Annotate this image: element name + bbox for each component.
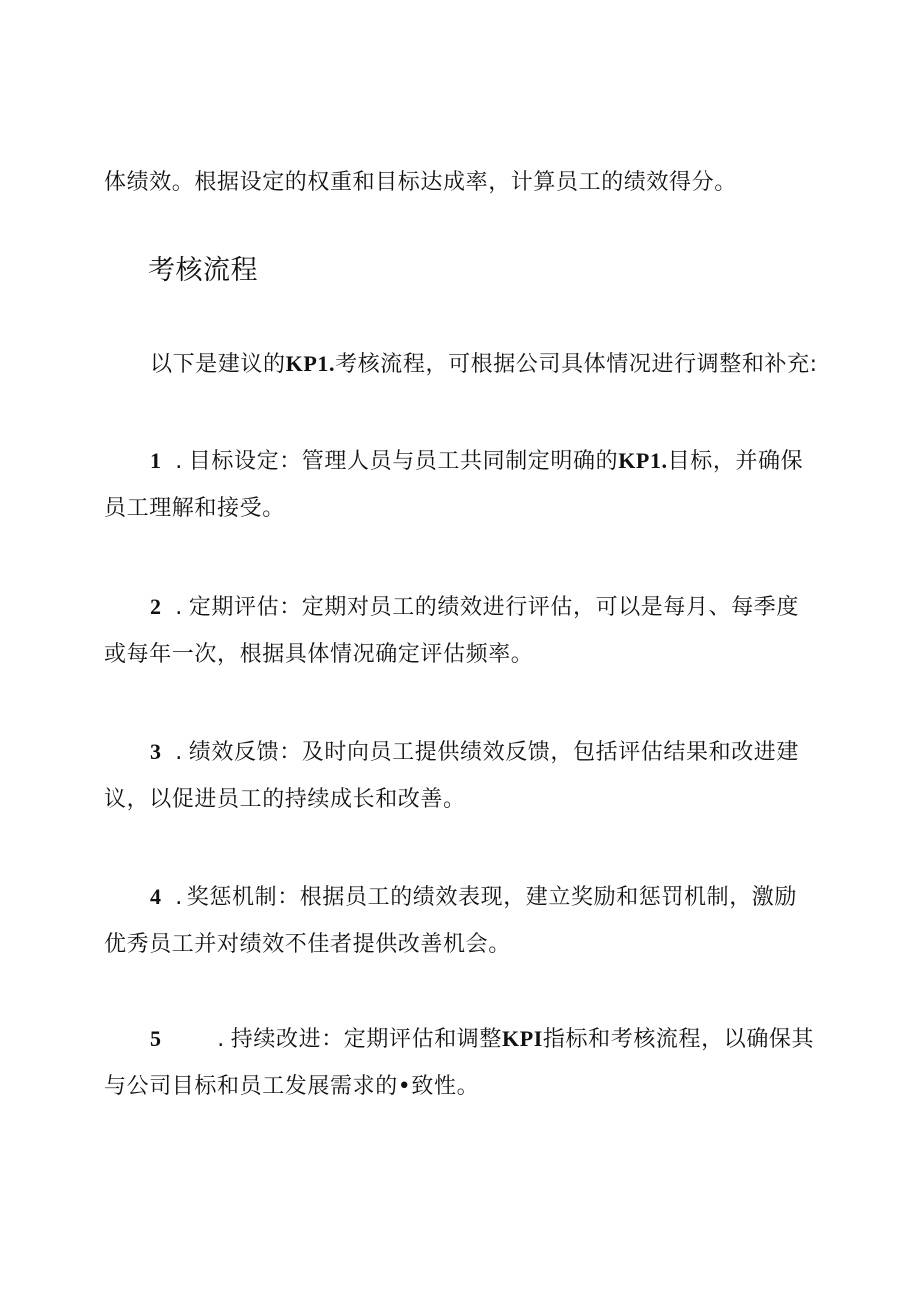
step-5-line-2: 与公司目标和员工发展需求的•致性。 [104, 1074, 480, 1099]
step-3-text: 绩效反馈：及时向员工提供绩效反馈，包括评估结果和改进建 [188, 740, 799, 765]
step-5-line-1 [150, 1024, 814, 1055]
step-4-text: 奖惩机制：根据员工的绩效表现，建立奖励和惩罚机制，激励 [186, 885, 797, 910]
step-2-line-2: 或每年一次，根据具体情况确定评估频率。 [104, 642, 534, 667]
intro-tail-text: 体绩效。根据设定的权重和目标达成率，计算员工的绩效得分。 [104, 170, 737, 195]
step-5-text-after: 指标和考核流程，以确保其 [542, 1027, 815, 1052]
lead-text-after: 考核流程，可根据公司具体情况进行调整和补充: [335, 352, 818, 377]
step-1-number: 1 [150, 448, 162, 473]
section-lead [150, 349, 818, 380]
step-4-number: 4 [150, 884, 162, 909]
step-1-text-after: 目标，并确保 [667, 449, 804, 474]
step-4-line-2: 优秀员工并对绩效不佳者提供改善机会。 [104, 932, 511, 957]
step-3-separator: . [175, 740, 183, 765]
step-1-separator: . [175, 449, 183, 474]
step-3-number: 3 [150, 739, 162, 764]
step-5-separator: . [217, 1027, 225, 1052]
step-5-text-before: 持续改进：定期评估和调整 [230, 1027, 502, 1052]
step-3-line-1 [150, 737, 799, 768]
step-4-line-1 [150, 882, 797, 913]
step-2-line-1 [150, 592, 799, 623]
step-3-line-2: 议，以促进员工的持续成长和改善。 [104, 787, 466, 812]
step-4-separator: . [175, 885, 183, 910]
step-1-line-1 [150, 446, 803, 477]
step-2-separator: . [175, 595, 183, 620]
step-1-text-before: 目标设定：管理人员与员工共同制定明确的 [188, 449, 619, 474]
step-1-line-2: 员工理解和接受。 [104, 496, 285, 521]
step-2-number: 2 [150, 594, 162, 619]
lead-kpi-term: KP1. [285, 351, 336, 376]
step-2-text: 定期评估：定期对员工的绩效进行评估，可以是每月、每季度 [188, 595, 799, 620]
section-title: 考核流程 [148, 255, 258, 286]
lead-text-before: 以下是建议的 [150, 352, 286, 377]
step-5-number: 5 [150, 1026, 162, 1051]
step-5-kpi-term: KPI [502, 1026, 543, 1051]
step-1-kpi-term: KP1. [618, 448, 668, 473]
